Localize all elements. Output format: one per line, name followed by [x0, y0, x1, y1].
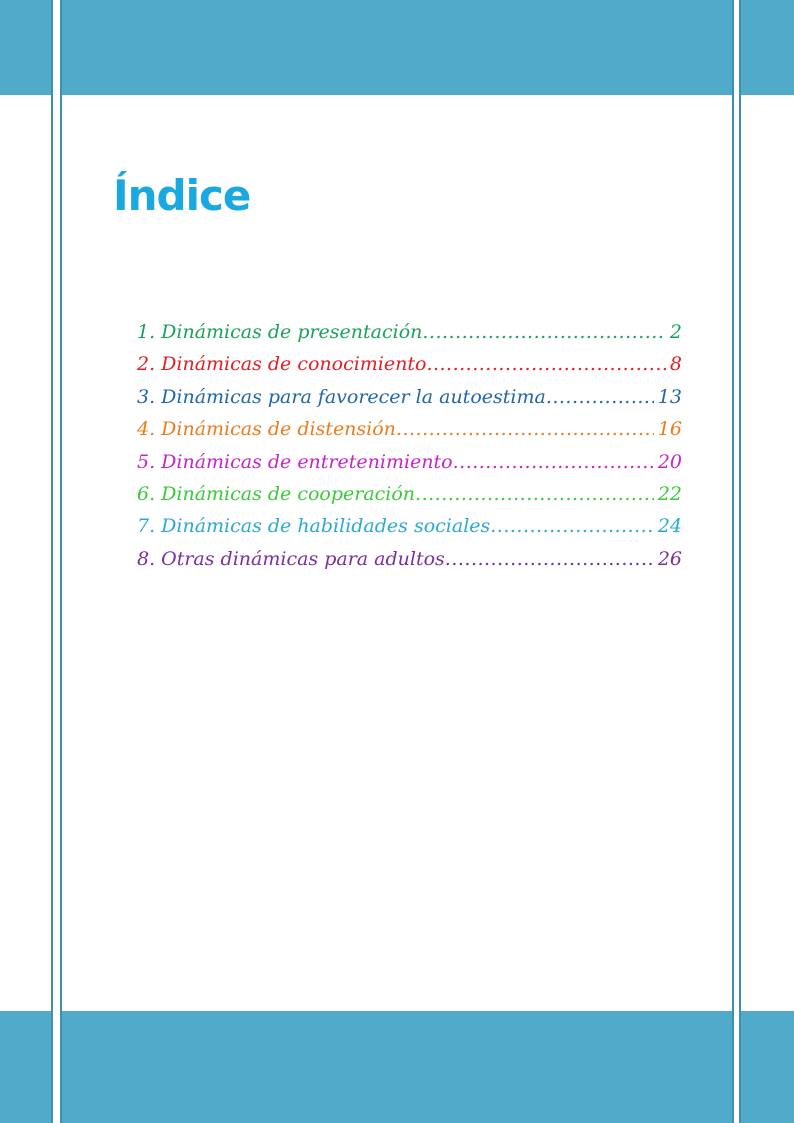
toc-entry-page-number: 16 [657, 418, 682, 441]
toc-dot-leader [415, 478, 654, 510]
frame-line-left-outer [51, 0, 53, 1123]
toc-entry-label: Dinámicas de conocimiento [161, 353, 427, 376]
toc-dot-leader [546, 381, 654, 413]
toc-entry-label: Dinámicas de distensión [161, 418, 396, 441]
frame-line-right-outer [739, 0, 741, 1123]
toc-entry[interactable] [137, 381, 682, 413]
toc-entry-number: 8. [137, 547, 156, 570]
toc-entry-number: 5. [137, 450, 156, 473]
toc-entry[interactable] [137, 510, 682, 542]
frame-line-left-inner [60, 0, 62, 1123]
toc-entry-number: 4. [137, 418, 156, 441]
toc-entry-page-number: 26 [657, 547, 682, 570]
header-band-left [0, 0, 51, 95]
footer-band-center [62, 1011, 732, 1123]
toc-entry-number: 7. [137, 515, 156, 538]
toc-dot-leader [453, 446, 654, 478]
toc-dot-leader [426, 348, 665, 380]
toc-entry-number: 2. [137, 353, 156, 376]
toc-dot-leader [396, 413, 654, 445]
toc-entry-label: Dinámicas de habilidades sociales [161, 515, 491, 538]
toc-entry[interactable] [137, 316, 682, 348]
toc-entry-label: Dinámicas de entretenimiento [161, 450, 453, 473]
toc-entry[interactable] [137, 413, 682, 445]
toc-entry-label: Otras dinámicas para adultos [161, 547, 445, 570]
toc-entry[interactable] [137, 446, 682, 478]
toc-entry-page-number: 22 [657, 482, 682, 505]
toc-dot-leader [422, 316, 666, 348]
table-of-contents [137, 316, 682, 575]
page-title: Índice [113, 171, 251, 220]
toc-entry-label: Dinámicas de presentación [161, 321, 423, 343]
toc-entry-number: 3. [137, 385, 156, 408]
header-band-right [741, 0, 794, 95]
toc-entry-label: Dinámicas para favorecer la autoestima [161, 385, 546, 408]
toc-entry[interactable] [137, 348, 682, 380]
toc-entry-page-number: 2 [669, 321, 682, 343]
toc-dot-leader [445, 543, 654, 575]
toc-entry-number: 1. [137, 321, 156, 343]
toc-entry[interactable] [137, 543, 682, 575]
toc-entry[interactable] [137, 478, 682, 510]
toc-entry-label: Dinámicas de cooperación [161, 482, 416, 505]
toc-entry-page-number: 20 [657, 450, 682, 473]
header-band-center [62, 0, 732, 95]
toc-dot-leader [490, 510, 654, 542]
frame-line-right-inner [732, 0, 734, 1123]
toc-entry-page-number: 13 [657, 385, 682, 408]
toc-entry-page-number: 8 [669, 353, 682, 376]
footer-band-right [741, 1011, 794, 1123]
toc-entry-number: 6. [137, 482, 156, 505]
footer-band-left [0, 1011, 51, 1123]
toc-entry-page-number: 24 [657, 515, 682, 538]
